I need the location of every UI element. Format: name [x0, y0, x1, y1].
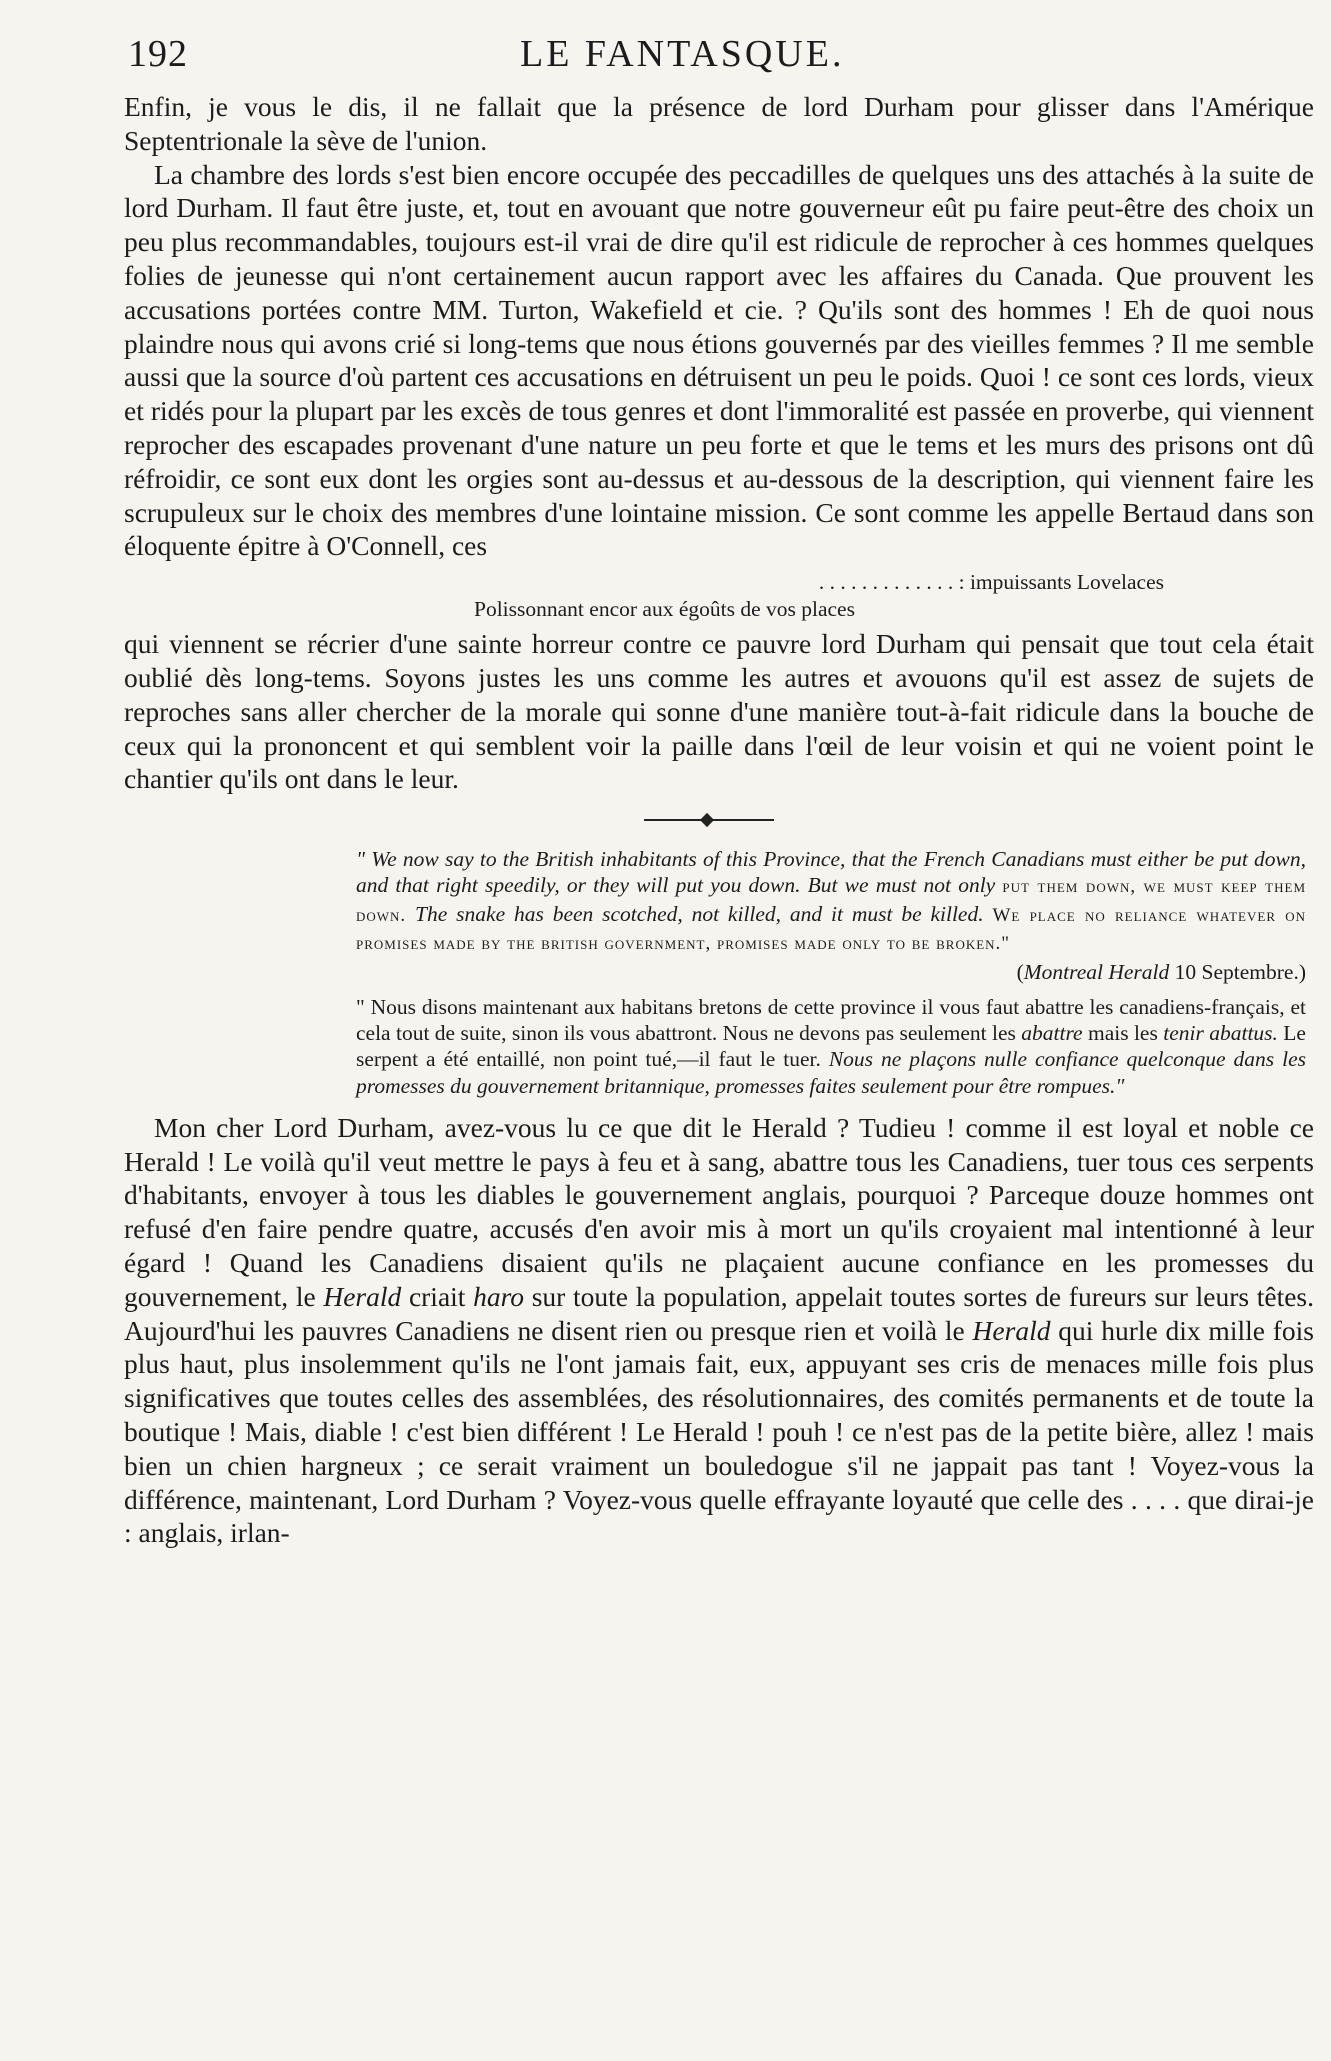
final-italic-1: Herald	[323, 1280, 402, 1312]
running-title: LE FANTASQUE.	[520, 33, 845, 75]
citation-date: 10 Septembre.)	[1169, 960, 1306, 985]
final-part1: Mon cher Lord Durham, avez-vous lu ce que dit le Herald ? Tudieu ! comme il est loyal et noble ce Herald ! Le voilà qu'il veut mettre le pays à feu et à sang, abattre tous les Canadiens, tuer tous ces serpents d'habitants, envoyer à tous les diables le gouvernement anglais, pourquoi ? Parceque douze hommes ont refusé d'en faire pendre quatre, accusés d'en avoir mis à mort un qu'ils croyaient mal intentionné à leur égard ! Quand les Canadiens disaient qu'ils ne plaçaient aucune confiance en les promesses du gouvernement, le	[124, 1111, 1314, 1312]
quote-citation	[356, 959, 1306, 985]
article-body-final	[124, 1111, 1314, 1550]
page-number: 192	[128, 33, 188, 75]
verse-line-2: Polissonnant encor aux égoûts de vos places	[474, 597, 855, 622]
quote-fr-italic-3: Nous ne plaçons nulle confiance quelconque dans les promesses du gouvernement britannique, promesses faites seulement pour être rompues."	[356, 1047, 1306, 1098]
quote-en-part1: " We now say to the British inhabitants of this Province, that the French Canadians must either be put down, and that right speedily, or they will put you down. But we must not only	[356, 847, 1306, 898]
quote-fr-part1: " Nous disons maintenant aux habitans bretons de cette province il vous faut abattre les canadiens-français, et cela tout de suite, sinon ils vous abattront. Nous ne devons pas seulement les	[356, 994, 1306, 1045]
article-body	[124, 90, 1314, 563]
quote-french	[356, 994, 1306, 1099]
final-italic-3: Herald	[972, 1314, 1051, 1346]
quote-en-part2: The snake has been scotched, not killed, and it must be killed.	[406, 901, 993, 926]
paragraph-final	[124, 1111, 1314, 1550]
final-italic-2: haro	[473, 1280, 525, 1312]
verse-quotation	[124, 569, 1314, 623]
quote-fr-italic-2: tenir abattus.	[1163, 1020, 1278, 1045]
quote-fr-part2: mais les	[1082, 1020, 1164, 1045]
paragraph-1: Enfin, je vous le dis, il ne fallait que la présence de lord Durham pour glisser dans l'Amérique Septentrionale la sève de l'union.	[124, 91, 1314, 156]
spacer	[124, 1099, 1314, 1111]
paragraph-3: qui viennent se récrier d'une sainte horreur contre ce pauvre lord Durham qui pensait que tout cela était oublié dès long-tems. Soyons justes les uns comme les autres et avouons qu'il est assez de sujets de reproches sans aller chercher de la morale qui sonne d'une manière tout-à-fait ridicule dans la bouche de ceux qui la prononcent et qui semblent voir la paille dans l'œil de leur voisin et qui ne voient point le chantier qu'ils ont dans le leur.	[124, 628, 1314, 795]
final-part2: criait	[401, 1280, 474, 1312]
section-divider	[644, 814, 774, 826]
quote-fr-part3: Le serpent a été entaillé, non point tué,—il faut le tuer.	[356, 1020, 1306, 1072]
block-quote	[356, 846, 1306, 1099]
paragraph-2: La chambre des lords s'est bien encore occupée des peccadilles de quelques uns des attachés à la suite de lord Durham. Il faut être juste, et, tout en avouant que notre gouverneur eût pu faire peut-être des choix un peu plus recommandables, toujours est-il vrai de dire qu'il est ridicule de reprocher à ces hommes quelques folies de jeunesse qui n'ont certainement aucun rapport avec les affaires du Canada. Que prouvent les accusations portées contre MM. Turton, Wakefield et cie. ? Qu'ils sont des hommes ! Eh de quoi nous plaindre nous qui avons crié si long-tems que nous étions gouvernés par des vieilles femmes ? Il me semble aussi que la source d'où partent ces accusations en détruisent un peu le poids. Quoi ! ce sont ces lords, vieux et ridés pour la plupart par les excès de tous genres et dont l'immoralité est passée en proverbe, qui viennent reprocher des escapades provenant d'une nature un peu forte et que le tems et les murs des prisons ont dû réfroidir, ce sont eux dont les orgies sont au-dessus et au-dessous de la description, qui viennent faire les scrupuleux sur le choix des membres d'une lointaine mission. Ce sont comme les appelle Bertaud dans son éloquente épitre à O'Connell, ces	[124, 158, 1314, 562]
quote-en-smallcaps-2: We place no reliance whatever on promises made by the british government, promises made only to be broken."	[356, 904, 1307, 955]
quote-fr-italic-1: abattre	[1021, 1020, 1083, 1045]
quote-english	[356, 846, 1306, 957]
page	[124, 28, 1314, 1550]
citation-source: Montreal Herald	[1023, 960, 1170, 985]
article-body-continued	[124, 627, 1314, 796]
quote-en-smallcaps-1: put them down, we must keep them down.	[356, 876, 1307, 926]
final-part3: sur toute la population, appelait toutes sortes de fureurs sur leurs têtes. Aujourd'hui les pauvres Canadiens ne disent rien ou presque rien et voilà le	[124, 1280, 1314, 1346]
page-header	[124, 28, 1314, 90]
citation-open: (	[1016, 960, 1024, 985]
final-part4: qui hurle dix mille fois plus haut, plus insolemment qu'ils ne l'ont jamais fait, eux, appuyant ses cris de menaces mille fois plus significatives que toutes celles des assemblées, des résolutionnaires, des comités permanents et de toute la boutique ! Mais, diable ! c'est bien différent ! Le Herald ! pouh ! ce n'est pas de la petite bière, allez ! mais bien un chien hargneux ; ce serait vraiment un bouledogue s'il ne jappait pas tant ! Voyez-vous la différence, maintenant, Lord Durham ? Voyez-vous quelle effrayante loyauté que celle des . . . . que dirai-je : anglais, irlan-	[124, 1314, 1314, 1549]
verse-line-1: . . . . . . . . . . . . . : impuissants Lovelaces	[818, 570, 1164, 595]
